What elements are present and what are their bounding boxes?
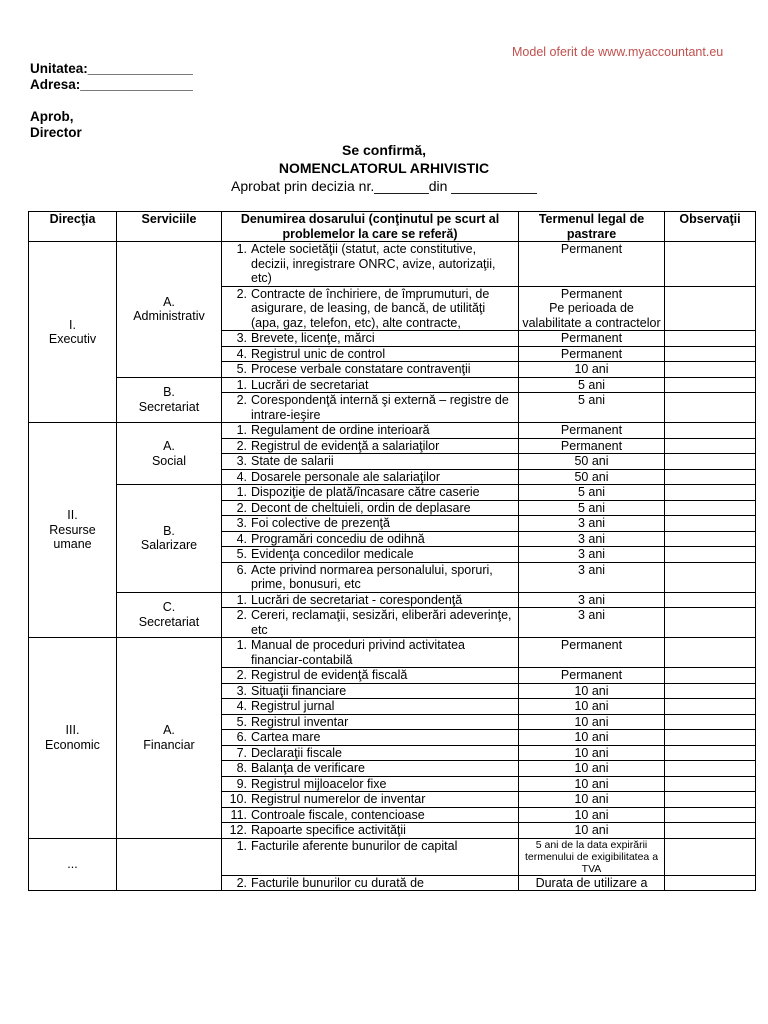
document-cell: [222, 745, 519, 761]
item-number: 1.: [236, 377, 247, 392]
title-confirm: Se confirmă,: [341, 142, 427, 158]
item-number: 1.: [236, 638, 247, 652]
document-cell: [222, 761, 519, 777]
service-cell: A. Administrativ: [117, 242, 222, 378]
service-cell: A. Financiar: [117, 638, 222, 839]
document-name: Facturile aferente bunurilor de capital: [251, 838, 458, 853]
item-number: 4.: [236, 699, 247, 713]
retention-term-cell: 5 ani: [519, 377, 665, 393]
observations-cell: [665, 346, 756, 362]
document-name: Corespondenţă internă şi externă – registre de intrare-ieşire: [251, 393, 509, 422]
observations-cell: [665, 699, 756, 715]
observations-cell: [665, 638, 756, 668]
header-direction: Direcţia: [29, 212, 117, 242]
document-cell: [222, 516, 519, 532]
document-name: Procese verbale constatare contravenţii: [251, 362, 471, 376]
document-cell: [222, 730, 519, 746]
item-number: 2.: [236, 875, 247, 890]
item-number: 2.: [236, 438, 247, 453]
document-name: Dispoziţie de plată/încasare către caserie: [251, 485, 480, 499]
retention-term-cell: Permanent: [519, 438, 665, 454]
document-name: Regulament de ordine interioară: [251, 423, 430, 437]
item-number: 7.: [236, 745, 247, 760]
observations-cell: [665, 454, 756, 470]
observations-cell: [665, 776, 756, 792]
document-cell: [222, 547, 519, 563]
item-number: 4.: [236, 531, 247, 546]
retention-term-cell: 5 ani: [519, 393, 665, 423]
retention-term-cell: Permanent: [519, 668, 665, 684]
title-main: NOMENCLATORUL ARHIVISTIC: [278, 160, 490, 176]
item-number: 5.: [236, 547, 247, 561]
document-name: State de salarii: [251, 454, 334, 468]
item-number: 12.: [229, 823, 247, 837]
observations-cell: [665, 242, 756, 287]
retention-term-cell: 3 ani: [519, 592, 665, 608]
retention-term-cell: 50 ani: [519, 469, 665, 485]
document-name: Registrul numerelor de inventar: [251, 792, 426, 806]
item-number: 1.: [236, 592, 247, 607]
retention-term-cell: Permanent Pe perioada de valabilitate a contractelor: [519, 286, 665, 331]
document-name: Manual de proceduri privind activitatea financiar-contabilă: [251, 638, 466, 667]
retention-term-cell: Permanent: [519, 346, 665, 362]
document-name: Foi colective de prezenţă: [251, 516, 390, 530]
item-number: 8.: [236, 761, 247, 775]
item-number: 1.: [236, 242, 247, 256]
item-number: 1.: [236, 423, 247, 437]
observations-cell: [665, 531, 756, 547]
document-name: Controale fiscale, contencioase: [251, 807, 425, 822]
direction-cell: III. Economic: [29, 638, 117, 839]
retention-term-cell: 3 ani: [519, 516, 665, 532]
retention-term-cell: 5 ani de la data expirării termenului de exigibilitatea a TVA: [519, 838, 665, 875]
retention-term-cell: 3 ani: [519, 531, 665, 547]
document-cell: [222, 823, 519, 839]
retention-term-cell: 10 ani: [519, 362, 665, 378]
document-name: Actele societăţii (statut, acte constitutive, decizii, inregistrare ONRC, avize, autorizaţii, etc): [251, 242, 496, 285]
header-service: Serviciile: [117, 212, 222, 242]
document-name: Registrul mijloacelor fixe: [251, 776, 387, 791]
service-cell: C. Secretariat: [117, 592, 222, 638]
retention-term-cell: 10 ani: [519, 730, 665, 746]
header-observations: Observaţii: [665, 212, 756, 242]
retention-term-cell: 5 ani: [519, 485, 665, 501]
retention-term-cell: 5 ani: [519, 500, 665, 516]
document-name: Registrul inventar: [251, 714, 349, 729]
table-row: [29, 377, 756, 393]
retention-term-cell: Permanent: [519, 638, 665, 668]
unit-field: Unitatea:______________: [30, 61, 193, 76]
document-cell: [222, 286, 519, 331]
document-cell: [222, 393, 519, 423]
retention-term-cell: 50 ani: [519, 454, 665, 470]
observations-cell: [665, 362, 756, 378]
document-cell: [222, 699, 519, 715]
document-name: Registrul de evidenţă a salariaţilor: [251, 438, 440, 453]
observations-cell: [665, 807, 756, 823]
document-name: Facturile bunurilor cu durată de: [251, 875, 425, 890]
retention-term-cell: Durata de utilizare a: [519, 875, 665, 891]
title-approval: Aprobat prin decizia nr._______din ___________: [231, 178, 537, 194]
document-name: Balanţa de verificare: [251, 761, 365, 775]
document-name: Registrul de evidenţă fiscală: [251, 668, 408, 682]
document-name: Evidenţa concedilor medicale: [251, 547, 414, 561]
document-name: Registrul unic de control: [251, 346, 386, 361]
document-cell: [222, 377, 519, 393]
document-cell: [222, 875, 519, 891]
observations-cell: [665, 761, 756, 777]
observations-cell: [665, 516, 756, 532]
document-name: Contracte de închiriere, de împrumuturi, de asigurare, de leasing, de bancă, de utilităţi (apa, gaz, telefon, etc), alte contracte,: [251, 286, 490, 330]
item-number: 3.: [236, 331, 247, 345]
observations-cell: [665, 730, 756, 746]
observations-cell: [665, 823, 756, 839]
observations-cell: [665, 469, 756, 485]
item-number: 1.: [236, 485, 247, 499]
model-note: Model oferit de www.myaccountant.eu: [512, 45, 724, 59]
item-number: 2.: [236, 286, 247, 301]
item-number: 5.: [236, 714, 247, 729]
document-cell: [222, 592, 519, 608]
director-label: Director: [30, 125, 82, 140]
observations-cell: [665, 485, 756, 501]
retention-term-cell: 10 ani: [519, 745, 665, 761]
document-cell: [222, 469, 519, 485]
document-name: Situaţii financiare: [251, 683, 347, 698]
table-row: [29, 485, 756, 501]
document-name: Cartea mare: [251, 730, 321, 744]
item-number: 3.: [236, 454, 247, 468]
document-cell: [222, 531, 519, 547]
document-name: Lucrări de secretariat - corespondenţă: [251, 592, 463, 607]
document-name: Acte privind normarea personalului, sporuri, prime, bonusuri, etc: [251, 562, 493, 591]
observations-cell: [665, 423, 756, 439]
retention-term-cell: 10 ani: [519, 761, 665, 777]
table-row: [29, 592, 756, 608]
observations-cell: [665, 592, 756, 608]
observations-cell: [665, 838, 756, 875]
observations-cell: [665, 377, 756, 393]
item-number: 1.: [236, 838, 247, 853]
item-number: 3.: [236, 516, 247, 530]
service-cell: [117, 838, 222, 891]
document-cell: [222, 454, 519, 470]
table-row: [29, 423, 756, 439]
observations-cell: [665, 331, 756, 347]
archive-table: [28, 211, 756, 891]
document-cell: [222, 500, 519, 516]
document-cell: [222, 242, 519, 287]
item-number: 2.: [236, 393, 247, 407]
retention-term-cell: Permanent: [519, 423, 665, 439]
observations-cell: [665, 608, 756, 638]
document-cell: [222, 683, 519, 699]
retention-term-cell: Permanent: [519, 242, 665, 287]
document-cell: [222, 776, 519, 792]
document-cell: [222, 423, 519, 439]
retention-term-cell: 10 ani: [519, 699, 665, 715]
document-name: Brevete, licenţe, mărci: [251, 331, 375, 345]
document-cell: [222, 807, 519, 823]
retention-term-cell: 10 ani: [519, 776, 665, 792]
header-term: Termenul legal de pastrare: [519, 212, 665, 242]
observations-cell: [665, 500, 756, 516]
retention-term-cell: Permanent: [519, 331, 665, 347]
item-number: 4.: [236, 346, 247, 361]
document-cell: [222, 838, 519, 875]
table-row: [29, 638, 756, 668]
item-number: 4.: [236, 469, 247, 484]
item-number: 10.: [229, 792, 247, 806]
retention-term-cell: 10 ani: [519, 807, 665, 823]
address-field: Adresa:_______________: [30, 77, 193, 92]
document-cell: [222, 485, 519, 501]
retention-term-cell: 3 ani: [519, 547, 665, 563]
retention-term-cell: 10 ani: [519, 823, 665, 839]
item-number: 3.: [236, 683, 247, 698]
document-name: Registrul jurnal: [251, 699, 335, 713]
document-cell: [222, 331, 519, 347]
item-number: 6.: [236, 562, 247, 577]
table-row: [29, 838, 756, 875]
observations-cell: [665, 286, 756, 331]
observations-cell: [665, 714, 756, 730]
document-cell: [222, 792, 519, 808]
table-body: [29, 242, 756, 891]
item-number: 9.: [236, 776, 247, 791]
document-name: Decont de cheltuieli, ordin de deplasare: [251, 500, 471, 515]
approve-label: Aprob,: [30, 109, 74, 124]
document-name: Declaraţii fiscale: [251, 745, 343, 760]
item-number: 2.: [236, 608, 247, 622]
direction-cell: I. Executiv: [29, 242, 117, 423]
service-cell: B. Secretariat: [117, 377, 222, 423]
item-number: 6.: [236, 730, 247, 744]
header-document: Denumirea dosarului (conţinutul pe scurt al problemelor la care se referă): [222, 212, 519, 242]
document-name: Cereri, reclamaţii, sesizări, eliberări adeverinţe, etc: [251, 608, 512, 637]
observations-cell: [665, 745, 756, 761]
observations-cell: [665, 438, 756, 454]
observations-cell: [665, 562, 756, 592]
item-number: 2.: [236, 500, 247, 515]
direction-cell: II. Resurse umane: [29, 423, 117, 638]
direction-cell: ...: [29, 838, 117, 891]
service-cell: A. Social: [117, 423, 222, 485]
observations-cell: [665, 792, 756, 808]
document-cell: [222, 438, 519, 454]
document-cell: [222, 362, 519, 378]
observations-cell: [665, 668, 756, 684]
observations-cell: [665, 393, 756, 423]
observations-cell: [665, 547, 756, 563]
table-row: [29, 242, 756, 287]
item-number: 5.: [236, 362, 247, 376]
document-cell: [222, 638, 519, 668]
item-number: 2.: [236, 668, 247, 682]
document-cell: [222, 346, 519, 362]
retention-term-cell: 3 ani: [519, 562, 665, 592]
retention-term-cell: 3 ani: [519, 608, 665, 638]
retention-term-cell: 10 ani: [519, 714, 665, 730]
document-name: Dosarele personale ale salariaţilor: [251, 469, 440, 484]
observations-cell: [665, 875, 756, 891]
document-cell: [222, 562, 519, 592]
service-cell: B. Salarizare: [117, 485, 222, 593]
document-cell: [222, 668, 519, 684]
document-name: Programări concediu de odihnă: [251, 531, 425, 546]
retention-term-cell: 10 ani: [519, 792, 665, 808]
document-name: Lucrări de secretariat: [251, 377, 369, 392]
item-number: 11.: [230, 807, 247, 822]
document-name: Rapoarte specifice activităţii: [251, 823, 406, 837]
table-header-row: [29, 212, 756, 242]
observations-cell: [665, 683, 756, 699]
document-cell: [222, 608, 519, 638]
retention-term-cell: 10 ani: [519, 683, 665, 699]
document-cell: [222, 714, 519, 730]
